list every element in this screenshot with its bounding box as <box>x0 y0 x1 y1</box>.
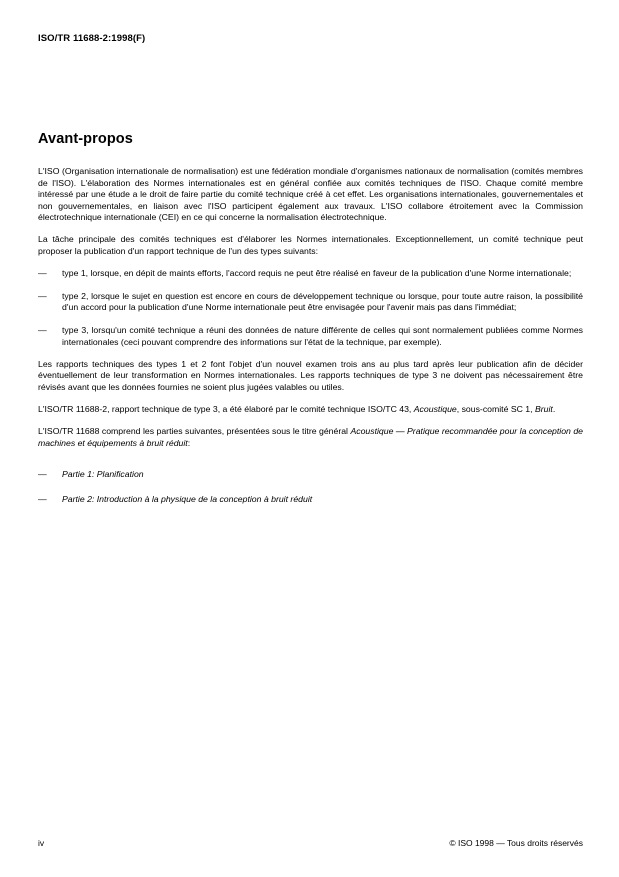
footer-copyright: © ISO 1998 — Tous droits réservés <box>449 838 583 848</box>
list-item <box>38 469 583 481</box>
list-item <box>38 325 583 348</box>
list-item-text: Partie 1: Planification <box>62 468 144 479</box>
attribution-text-end: . <box>552 403 556 414</box>
footer-page-number: iv <box>38 838 45 848</box>
list-item <box>38 494 583 506</box>
document-parts-list <box>38 469 583 506</box>
list-item-text: type 1, lorsque, en dépit de maints efforts, l'accord requis ne peut être réalisé en faveur de la publication d'une Norme internationale; <box>62 268 572 279</box>
document-content <box>38 131 583 506</box>
list-item-text: type 3, lorsqu'un comité technique a réuni des données de nature différente de celles qui sont normalement publiées comme Normes internationales (ceci pouvant comprendre des informations sur l'état de la technique, par exemple). <box>62 324 583 347</box>
em-dash-bullet: — <box>38 290 47 301</box>
attribution-text-lead: L'ISO/TR 11688-2, rapport technique de type 3, a été élaboré par le comité technique ISO/TC 43, <box>38 403 414 414</box>
paragraph-technical-committees: La tâche principale des comités techniques est d'élaborer les Normes internationales. Exceptionnellement, un comité technique peut proposer la publication d'un rapport technique de l'un des types suivants: <box>38 234 583 257</box>
list-item-text: Partie 2: Introduction à la physique de la conception à bruit réduit <box>62 494 313 505</box>
parts-intro-lead: L'ISO/TR 11688 comprend les parties suivantes, présentées sous le titre général <box>38 426 351 436</box>
paragraph-iso-description: L'ISO (Organisation internationale de normalisation) est une fédération mondiale d'organismes nationaux de normalisation (comités membres de l'ISO). L'élaboration des Normes internationales est en général confiée aux comités techniques de l'ISO. Chaque comité membre intéressé par une étude a le droit de faire partie du comité technique créé à cet effet. Les organisations internationales, gouvernementales et non gouvernementales, en liaison avec l'ISO participent également aux travaux. L'ISO collabore étroitement avec la Commission électrotechnique internationale (CEI) en ce qui concerne la normalisation électrotechnique. <box>38 166 583 223</box>
general-title-italic: Acoustique — Pratique recommandée pour la conception de machines et équipements à bruit réduit <box>38 426 583 448</box>
paragraph-committee-attribution <box>38 404 583 416</box>
technical-report-types-list <box>38 268 583 348</box>
paragraph-parts-intro <box>38 426 583 449</box>
section-spacer <box>38 460 583 469</box>
subcommittee-title-bruit: Bruit <box>534 403 553 414</box>
document-header: ISO/TR 11688-2:1998(F) <box>38 33 146 44</box>
em-dash-bullet: — <box>38 468 47 479</box>
committee-title-acoustique: Acoustique <box>413 403 457 414</box>
page-footer <box>38 838 583 848</box>
attribution-text-mid: , sous-comité SC 1, <box>456 403 535 414</box>
page-title: Avant-propos <box>38 131 133 147</box>
em-dash-bullet: — <box>38 268 47 279</box>
list-item <box>38 268 583 280</box>
list-item-text: type 2, lorsque le sujet en question est encore en cours de développement technique ou lorsque, pour toute autre raison, la possibilité d'un accord pour la publication d'une Norme internationale peut être envisagée pour l'avenir mais pas dans l'immédiat; <box>62 290 583 313</box>
parts-intro-end: : <box>187 437 191 448</box>
em-dash-bullet: — <box>38 324 47 335</box>
paragraph-review-policy: Les rapports techniques des types 1 et 2 font l'objet d'un nouvel examen trois ans au plus tard après leur publication afin de décider éventuellement de leur transformation en Normes internationales. Les rapports techniques de type 3 ne doivent pas nécessairement être révisés avant que les données fournies ne soient plus jugées valables ou utiles. <box>38 358 583 392</box>
list-item <box>38 291 583 314</box>
em-dash-bullet: — <box>38 494 47 505</box>
